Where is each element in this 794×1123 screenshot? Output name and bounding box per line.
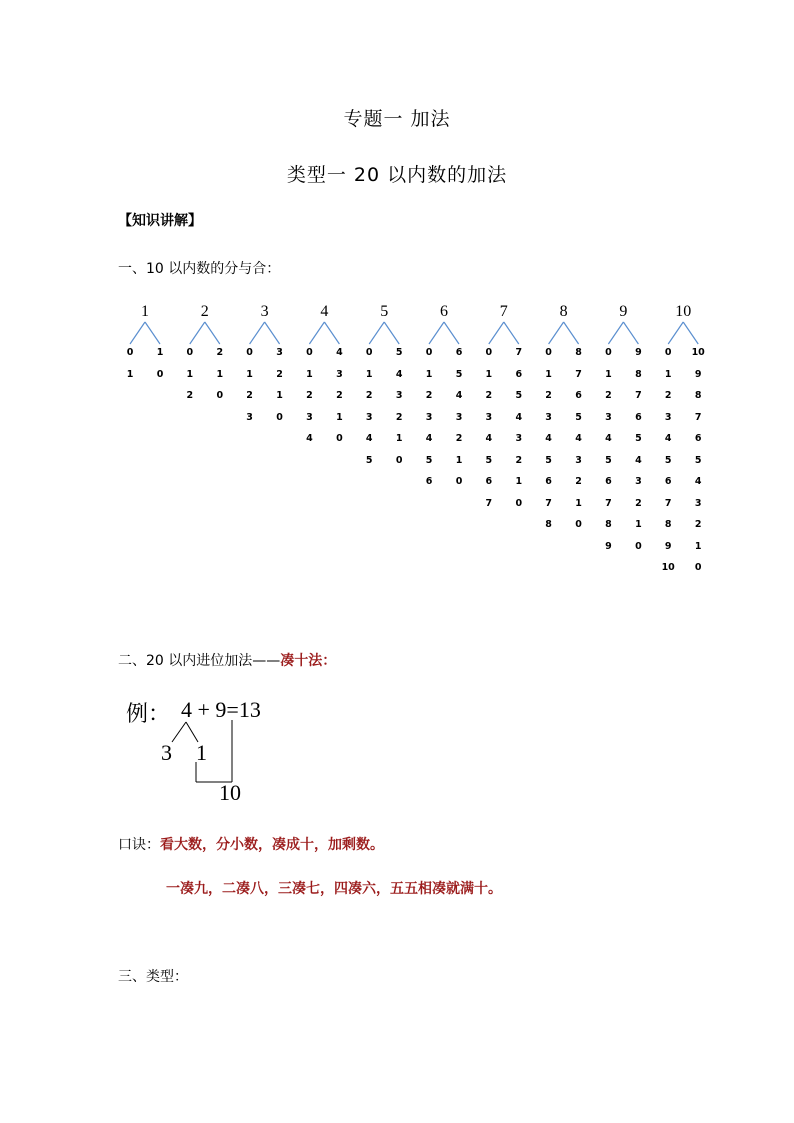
example-right-part: 1 <box>196 740 207 765</box>
decomp-branch-4-left <box>309 322 324 344</box>
example-label: 例： <box>126 701 171 726</box>
decomp-branch-9-right <box>623 322 638 344</box>
decomp-9-part: 6 <box>635 411 642 423</box>
decomp-3-part: 1 <box>246 368 253 380</box>
decomp-4-part: 2 <box>336 390 343 401</box>
decomp-3-part: 3 <box>276 347 283 358</box>
decomp-7-part: 7 <box>485 497 493 509</box>
decomp-4-part: 0 <box>306 347 313 358</box>
decomp-branch-1-left <box>130 322 145 344</box>
decomp-6-part: 2 <box>455 433 463 444</box>
decomp-3-part: 0 <box>276 411 283 423</box>
decomp-10-part: 2 <box>694 519 702 530</box>
decomp-4-part: 2 <box>306 390 313 401</box>
decomp-7-part: 5 <box>515 390 523 401</box>
decomp-8-part: 3 <box>575 454 582 466</box>
split-left-line <box>172 722 186 742</box>
decomp-5-part: 4 <box>395 368 403 380</box>
decomp-5-part: 3 <box>365 411 373 423</box>
decomp-5-part: 1 <box>365 368 373 380</box>
decomp-8-part: 5 <box>545 454 552 466</box>
decomp-6-part: 4 <box>425 433 433 444</box>
decomp-8-part: 1 <box>545 368 552 380</box>
decomp-8-part: 8 <box>575 347 582 358</box>
decomp-7-part: 0 <box>485 347 493 358</box>
decomp-7-part: 4 <box>485 433 493 444</box>
decomp-number-5: 5 <box>380 303 389 320</box>
decomp-branch-6-right <box>444 322 459 344</box>
section-2-heading <box>118 650 336 670</box>
decomp-6-part: 4 <box>455 390 463 401</box>
decomp-3-part: 2 <box>276 368 283 380</box>
decomp-2-part: 2 <box>216 347 224 358</box>
decomp-7-part: 1 <box>515 476 523 487</box>
decomp-number-9: 9 <box>619 303 628 320</box>
example-ten: 10 <box>219 780 241 805</box>
decomp-8-part: 6 <box>575 390 582 401</box>
decomp-6-part: 5 <box>455 368 463 380</box>
decomp-8-part: 2 <box>545 390 552 401</box>
decomp-9-part: 8 <box>605 519 612 530</box>
decomp-1-part: 0 <box>126 347 134 358</box>
decomp-3-part: 2 <box>246 390 253 401</box>
decomp-9-part: 7 <box>605 497 612 509</box>
decomp-5-part: 5 <box>365 454 373 466</box>
decomp-4-part: 4 <box>306 433 313 444</box>
decomp-8-part: 4 <box>575 433 582 444</box>
decomp-10-part: 4 <box>664 433 672 444</box>
decomp-number-3: 3 <box>260 303 269 320</box>
decomp-branch-6-left <box>429 322 444 344</box>
decomp-5-part: 0 <box>365 347 373 358</box>
decomp-9-part: 4 <box>605 433 612 444</box>
decomp-8-part: 4 <box>545 433 552 444</box>
decomp-10-part: 1 <box>664 368 672 380</box>
decomp-8-part: 6 <box>545 476 552 487</box>
decomp-2-part: 1 <box>216 368 224 380</box>
decomp-9-part: 3 <box>635 476 642 487</box>
decomp-4-part: 4 <box>336 347 343 358</box>
decomp-10-part: 3 <box>664 411 672 423</box>
decomp-6-part: 1 <box>455 454 463 466</box>
decomp-7-part: 3 <box>485 411 493 423</box>
decomp-9-part: 3 <box>605 411 612 423</box>
decomp-2-part: 0 <box>186 347 194 358</box>
section-2-prefix: 二、20 以内进位加法—— <box>118 653 281 669</box>
decomp-7-part: 4 <box>515 411 523 423</box>
decomp-2-part: 2 <box>186 390 194 401</box>
decomp-branch-7-right <box>504 322 519 344</box>
decomp-branch-8-right <box>564 322 579 344</box>
decomp-8-part: 3 <box>545 411 552 423</box>
example-left-part: 3 <box>161 740 172 765</box>
decomp-8-part: 5 <box>575 411 582 423</box>
decomp-number-7: 7 <box>499 303 508 320</box>
decomp-5-part: 1 <box>395 433 403 444</box>
decomp-branch-10-right <box>683 322 698 344</box>
decomp-9-part: 0 <box>605 347 612 358</box>
decomp-7-part: 1 <box>485 368 493 380</box>
decomp-9-part: 2 <box>635 497 642 509</box>
decomp-1-part: 1 <box>126 368 134 380</box>
example-equation: 4 + 9=13 <box>181 697 261 722</box>
decomp-branch-3-right <box>265 322 280 344</box>
decomp-8-part: 7 <box>575 368 582 380</box>
decomp-5-part: 0 <box>395 454 403 466</box>
decomp-10-part: 2 <box>664 390 672 401</box>
decomp-8-part: 8 <box>545 519 552 530</box>
decomp-10-part: 8 <box>694 390 702 401</box>
decomp-4-part: 3 <box>306 411 313 423</box>
decomp-8-part: 0 <box>575 519 582 530</box>
decomp-10-part: 6 <box>694 433 702 444</box>
decomp-branch-4-right <box>324 322 339 344</box>
decomp-6-part: 2 <box>425 390 433 401</box>
decomp-10-part: 9 <box>664 540 672 552</box>
decomp-10-part: 10 <box>661 562 675 573</box>
decomp-9-part: 9 <box>605 540 612 552</box>
decomp-branch-2-right <box>205 322 220 344</box>
decomp-10-part: 8 <box>664 519 672 530</box>
decomp-5-part: 4 <box>365 433 373 444</box>
page-title: 专题一 加法 <box>343 108 451 130</box>
decomp-10-part: 5 <box>664 454 672 466</box>
decomp-4-part: 3 <box>336 368 343 380</box>
decomp-7-part: 2 <box>485 390 493 401</box>
knowledge-heading: 【知识讲解】 <box>118 213 202 229</box>
decomp-number-2: 2 <box>200 303 209 320</box>
decomp-10-part: 6 <box>664 476 672 487</box>
number-decomposition-table <box>0 300 794 590</box>
decomp-7-part: 6 <box>485 476 493 487</box>
decomp-6-part: 6 <box>455 347 463 358</box>
decomp-9-part: 5 <box>635 433 642 444</box>
decomp-branch-10-left <box>668 322 683 344</box>
decomp-10-part: 1 <box>694 540 702 552</box>
decomp-7-part: 5 <box>485 454 493 466</box>
decomp-6-part: 3 <box>455 411 463 423</box>
decomp-branch-9-left <box>608 322 623 344</box>
decomp-8-part: 7 <box>545 497 552 509</box>
decomp-10-part: 7 <box>664 497 672 509</box>
decomp-8-part: 0 <box>545 347 552 358</box>
decomp-branch-7-left <box>489 322 504 344</box>
decomp-number-10: 10 <box>675 303 692 320</box>
decomp-9-part: 1 <box>635 519 642 530</box>
decomp-9-part: 6 <box>605 476 612 487</box>
decomp-number-6: 6 <box>440 303 448 320</box>
decomp-3-part: 3 <box>246 411 253 423</box>
decomp-branch-5-right <box>384 322 399 344</box>
decomp-9-part: 2 <box>605 390 612 401</box>
decomp-9-part: 9 <box>635 347 642 358</box>
decomp-4-part: 0 <box>336 433 343 444</box>
decomp-10-part: 7 <box>694 411 702 423</box>
decomp-6-part: 5 <box>425 454 433 466</box>
decomp-10-part: 0 <box>664 347 672 358</box>
decomp-10-part: 0 <box>694 562 702 573</box>
decomp-5-part: 5 <box>395 347 403 358</box>
decomp-6-part: 0 <box>425 347 433 358</box>
section-1-heading: 一、10 以内数的分与合： <box>118 261 281 277</box>
decomp-10-part: 4 <box>694 476 702 487</box>
decomp-8-part: 2 <box>575 476 582 487</box>
section-3-heading: 三、类型： <box>118 969 188 985</box>
decomp-8-part: 1 <box>575 497 582 509</box>
decomp-number-4: 4 <box>320 303 329 320</box>
rhyme-line-1: 看大数，分小数，凑成十，加剩数。 <box>160 837 384 853</box>
decomp-6-part: 6 <box>425 476 433 487</box>
decomp-5-part: 3 <box>395 390 403 401</box>
decomp-10-part: 5 <box>694 454 702 466</box>
decomp-branch-1-right <box>145 322 160 344</box>
decomp-9-part: 7 <box>635 390 642 401</box>
decomp-2-part: 0 <box>216 390 224 401</box>
decomp-2-part: 1 <box>186 368 194 380</box>
split-right-line <box>186 722 198 742</box>
decomp-3-part: 0 <box>246 347 253 358</box>
decomp-7-part: 6 <box>515 368 523 380</box>
decomp-7-part: 0 <box>515 497 523 509</box>
decomp-4-part: 1 <box>306 368 313 380</box>
decomp-1-part: 1 <box>156 347 164 358</box>
decomp-7-part: 3 <box>515 433 523 444</box>
decomp-7-part: 7 <box>515 347 523 358</box>
decomp-1-part: 0 <box>156 368 164 380</box>
decomp-9-part: 5 <box>605 454 612 466</box>
decomp-number-8: 8 <box>559 303 568 320</box>
page-subtitle: 类型一 20 以内数的加法 <box>286 164 508 186</box>
decomp-9-part: 8 <box>635 368 642 380</box>
section-2-method: 凑十法： <box>280 653 337 669</box>
decomp-6-part: 0 <box>455 476 463 487</box>
decomp-10-part: 3 <box>694 497 702 509</box>
decomp-branch-8-left <box>549 322 564 344</box>
decomp-9-part: 1 <box>605 368 612 380</box>
decomp-9-part: 0 <box>635 540 642 552</box>
decomp-number-1: 1 <box>141 303 149 320</box>
decomp-5-part: 2 <box>395 411 403 423</box>
rhyme-row <box>118 834 384 854</box>
decomp-6-part: 1 <box>425 368 433 380</box>
decomp-branch-3-left <box>250 322 265 344</box>
decomp-9-part: 4 <box>635 454 642 466</box>
rhyme-line-2: 一凑九，二凑八，三凑七，四凑六，五五相凑就满十。 <box>166 881 502 897</box>
decomp-branch-5-left <box>369 322 384 344</box>
decomp-10-part: 9 <box>694 368 702 380</box>
decomp-branch-2-left <box>190 322 205 344</box>
decomp-7-part: 2 <box>515 454 523 466</box>
decomp-10-part: 10 <box>691 347 705 358</box>
decomp-3-part: 1 <box>276 390 283 401</box>
decomp-6-part: 3 <box>425 411 433 423</box>
decomp-4-part: 1 <box>336 411 343 423</box>
rhyme-label: 口诀： <box>118 837 160 853</box>
decomp-5-part: 2 <box>365 390 373 401</box>
